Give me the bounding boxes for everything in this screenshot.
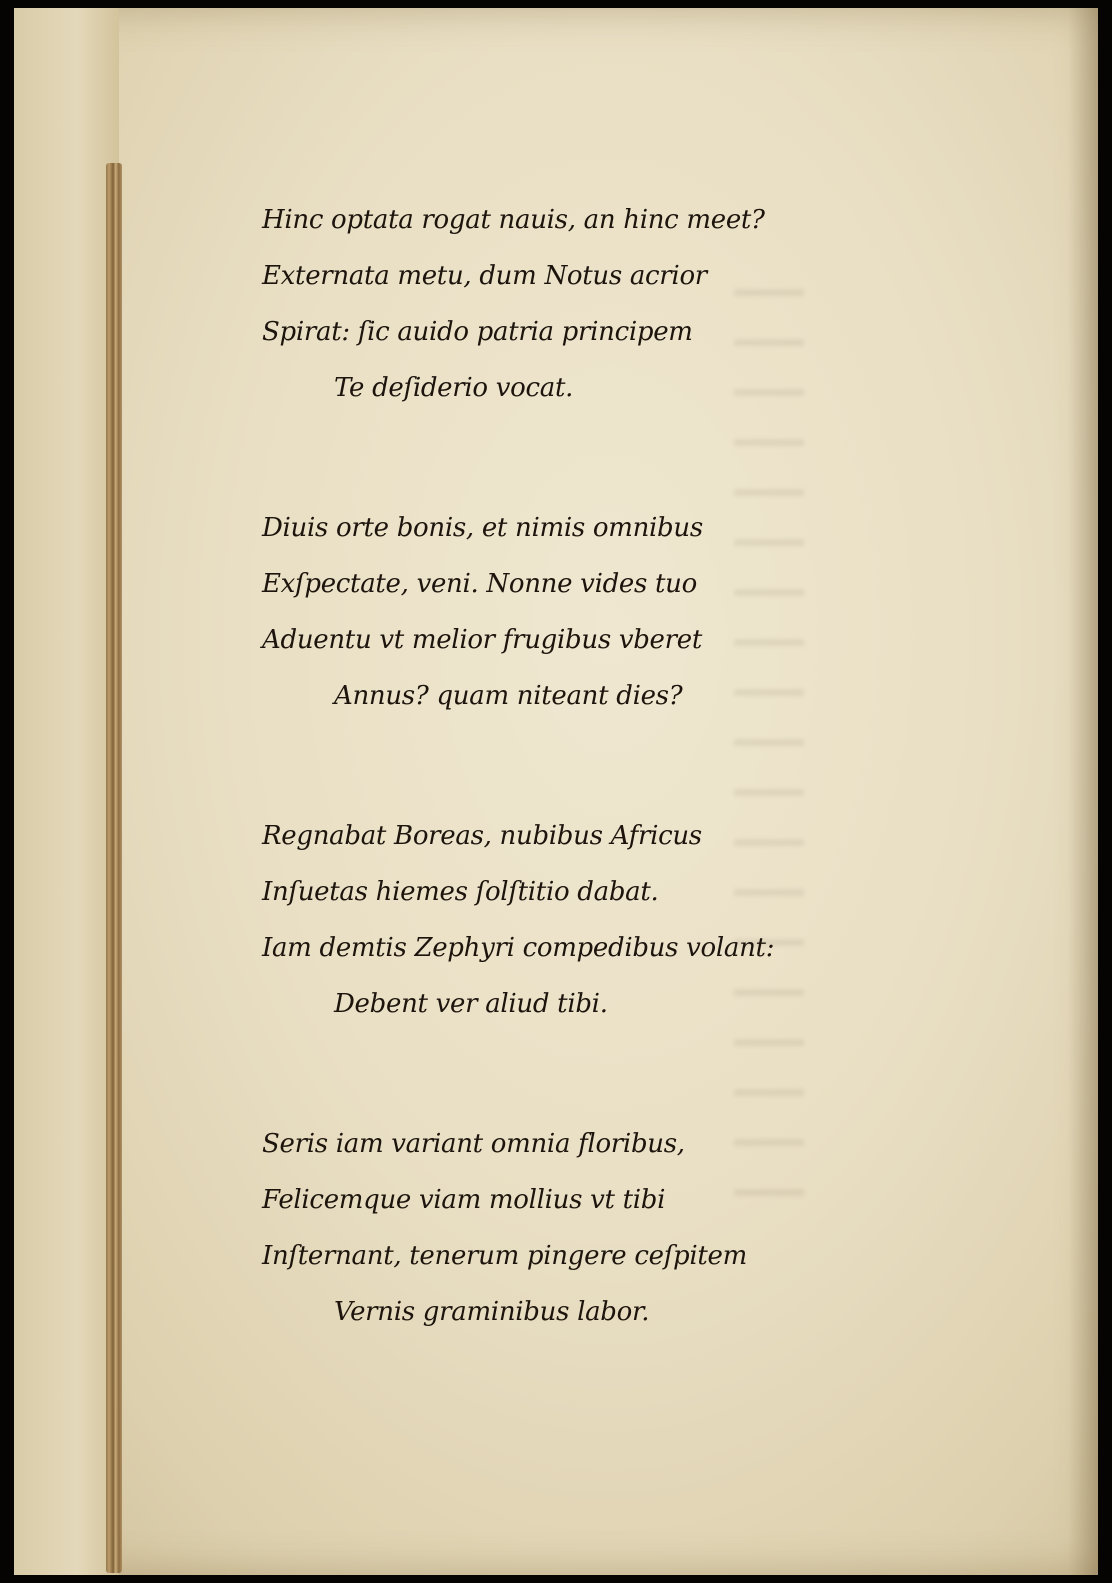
stanza-1 [262, 192, 782, 416]
poem [262, 192, 782, 1424]
stanza-2 [262, 500, 782, 724]
right-edge-shadow [1068, 8, 1098, 1575]
left-fold [14, 8, 119, 1575]
binding-spine [106, 163, 122, 1573]
verse-line: Regnabat Boreas, nubibus Africus [262, 821, 702, 851]
verse-line: Spirat: ſic auido patria principem [262, 317, 693, 347]
verse-line: Iam demtis Zephyri compedibus volant: [262, 933, 775, 963]
verse-line: Inſuetas hiemes ſolſtitio dabat. [262, 877, 659, 907]
stanza-3 [262, 808, 782, 1032]
verse-line-indented: Debent ver aliud tibi. [334, 989, 608, 1019]
stanza-4 [262, 1116, 782, 1340]
verse-line: Felicemque viam mollius vt tibi [262, 1185, 666, 1215]
verse-line: Externata metu, dum Notus acrior [262, 261, 707, 291]
verse-line: Hinc optata rogat nauis, an hinc meet? [262, 205, 765, 235]
verse-line: Diuis orte bonis, et nimis omnibus [262, 513, 703, 543]
verse-line-indented: Annus? quam niteant dies? [334, 681, 683, 711]
verse-line-indented: Te deſiderio vocat. [334, 373, 574, 403]
verse-line: Exſpectate, veni. Nonne vides tuo [262, 569, 697, 599]
verse-line: Aduentu vt melior frugibus vberet [262, 625, 703, 655]
verse-line-indented: Vernis graminibus labor. [334, 1297, 650, 1327]
verse-line: Inſternant, tenerum pingere ceſpitem [262, 1241, 747, 1271]
verse-line: Seris iam variant omnia floribus, [262, 1129, 685, 1159]
